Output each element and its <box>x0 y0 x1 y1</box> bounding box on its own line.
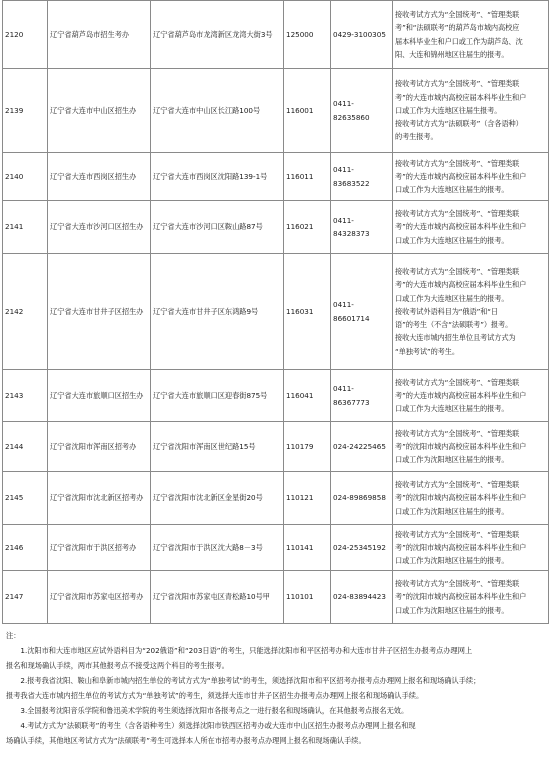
site-name-cell: 辽宁省葫芦岛市招生考办 <box>48 1 151 69</box>
site-code-cell: 2143 <box>3 370 48 422</box>
table-row <box>3 422 549 472</box>
phone-cell: 0411-86367773 <box>331 370 393 422</box>
note-line: 2.报考我省沈阳、鞍山和阜新市城内招生单位的考试方式为“单独考试”的考生，须选择沈阳市和平区招考办报考点办理网上报名和现场确认手续； <box>6 676 481 685</box>
requirement-line: 接收考试方式为“全国统考”、“管理类联 <box>395 377 520 387</box>
requirements-cell <box>393 422 549 472</box>
site-name-cell: 辽宁省沈阳市沈北新区招考办 <box>48 472 151 525</box>
table-row <box>3 69 549 153</box>
site-address-cell: 辽宁省大连市旅顺口区迎春街875号 <box>151 370 284 422</box>
requirement-line: 考”的大连市城内高校应届本科毕业生和户 <box>395 222 527 232</box>
site-address-cell: 辽宁省大连市西岗区沈阳路139-1号 <box>151 153 284 201</box>
requirements-cell <box>393 201 549 254</box>
site-name-cell: 辽宁省大连市旅顺口区招生办 <box>48 370 151 422</box>
notes-section <box>6 628 546 748</box>
postcode-cell: 110101 <box>284 571 331 624</box>
requirements-cell <box>393 571 549 624</box>
table-body <box>3 1 549 624</box>
table-row <box>3 254 549 370</box>
note-line: 场确认手续，其他地区考试方式为“法硕联考”考生可选择本人所在市招考办报考点办理网上报名和现场确认手续。 <box>6 736 366 745</box>
requirement-line: 接收考试方式为“法硕联考”（含各语种） <box>395 119 523 129</box>
notes-heading: 注： <box>6 631 21 640</box>
postcode-cell: 110179 <box>284 422 331 472</box>
requirement-line: 接收考试方式为“全国统考”、“管理类联 <box>395 9 520 19</box>
requirement-line: 届本科毕业生和户口或工作为葫芦岛、沈 <box>395 36 523 46</box>
requirement-line: 口或工作为沈阳地区往届生的报考。 <box>395 605 509 615</box>
requirements-cell <box>393 1 549 69</box>
requirements-cell <box>393 153 549 201</box>
postcode-cell: 116001 <box>284 69 331 153</box>
requirement-line: 口或工作为大连地区往届生的报考。 <box>395 404 509 414</box>
site-name-cell: 辽宁省沈阳市于洪区招考办 <box>48 525 151 571</box>
requirement-line: 的考生报考。 <box>395 132 438 142</box>
requirement-line: 阳、大连和锦州地区往届生的报考。 <box>395 49 509 59</box>
phone-cell: 024-25345192 <box>331 525 393 571</box>
site-name-cell: 辽宁省大连市沙河口区招生办 <box>48 201 151 254</box>
phone-cell: 024-24225465 <box>331 422 393 472</box>
requirements-cell <box>393 370 549 422</box>
requirement-line: 接收考试方式为“全国统考”、“管理类联 <box>395 79 520 89</box>
site-address-cell: 辽宁省大连市甘井子区东鸿路9号 <box>151 254 284 370</box>
requirement-line: 考”的沈阳市城内高校应届本科毕业生和户 <box>395 542 527 552</box>
requirement-line: 考”的沈阳市城内高校应届本科毕业生和户 <box>395 592 527 602</box>
postcode-cell: 116021 <box>284 201 331 254</box>
site-code-cell: 2141 <box>3 201 48 254</box>
postcode-cell: 125000 <box>284 1 331 69</box>
requirement-line: 口或工作为大连地区往届生的报考。 <box>395 185 509 195</box>
requirement-line: 接收考试方式为“全国统考”、“管理类联 <box>395 266 520 276</box>
note-line: 4.考试方式为“法硕联考”的考生（含各语种考生）须选择沈阳市铁西区招考办或大连市中山区招生办报考点办理网上报名和现 <box>6 721 416 730</box>
site-address-cell: 辽宁省大连市沙河口区鞍山路87号 <box>151 201 284 254</box>
site-name-cell: 辽宁省大连市西岗区招生办 <box>48 153 151 201</box>
requirement-line: 接收考试方式为“全国统考”、“管理类联 <box>395 579 520 589</box>
site-address-cell: 辽宁省沈阳市于洪区沈大路8－3号 <box>151 525 284 571</box>
requirement-line: 口或工作为沈阳地区往届生的报考。 <box>395 455 509 465</box>
site-name-cell: 辽宁省大连市甘井子区招生办 <box>48 254 151 370</box>
table-row <box>3 1 549 69</box>
requirements-cell <box>393 472 549 525</box>
table-row <box>3 201 549 254</box>
table-row <box>3 370 549 422</box>
requirements-cell <box>393 69 549 153</box>
postcode-cell: 116011 <box>284 153 331 201</box>
requirement-line: 口或工作为大连地区往届生报考。 <box>395 105 502 115</box>
table-row <box>3 525 549 571</box>
requirement-line: 接收考试外语科目为“俄语”和“日 <box>395 306 499 316</box>
site-address-cell: 辽宁省葫芦岛市龙湾新区龙湾大街3号 <box>151 1 284 69</box>
requirement-line: 考”的沈阳市城内高校应届本科毕业生和户 <box>395 493 527 503</box>
requirement-line: 接收大连市城内招生单位且考试方式为 <box>395 333 516 343</box>
requirement-line: “单独考试”的考生。 <box>395 346 459 356</box>
site-code-cell: 2145 <box>3 472 48 525</box>
site-address-cell: 辽宁省大连市中山区长江路100号 <box>151 69 284 153</box>
postcode-cell: 110141 <box>284 525 331 571</box>
requirement-line: 接收考试方式为“全国统考”、“管理类联 <box>395 480 520 490</box>
postcode-cell: 116041 <box>284 370 331 422</box>
note-line: 1.沈阳市和大连市地区应试外语科目为“202俄语”和“203日语”的考生，只能选择沈阳市和平区招考办和大连市甘井子区招生办报考点办理网上 <box>6 646 473 655</box>
requirement-line: 接收考试方式为“全国统考”、“管理类联 <box>395 209 520 219</box>
requirement-line: 语”的考生（不含“法硕联考”）报考。 <box>395 320 513 330</box>
table-row <box>3 571 549 624</box>
phone-cell: 0411-82635860 <box>331 69 393 153</box>
table-row <box>3 153 549 201</box>
phone-cell: 0411-83683522 <box>331 153 393 201</box>
site-address-cell: 辽宁省沈阳市苏家屯区青松路10号甲 <box>151 571 284 624</box>
postcode-cell: 110121 <box>284 472 331 525</box>
requirement-line: 接收考试方式为“全国统考”、“管理类联 <box>395 158 520 168</box>
site-address-cell: 辽宁省沈阳市浑南区世纪路15号 <box>151 422 284 472</box>
exam-site-table <box>2 0 549 624</box>
phone-cell: 0411-84328373 <box>331 201 393 254</box>
requirement-line: 口或工作为沈阳地区往届生的报考。 <box>395 556 509 566</box>
requirement-line: 考”的大连市城内高校应届本科毕业生和户 <box>395 280 527 290</box>
requirement-line: 考”和“法硕联考”的葫芦岛市城内高校应 <box>395 23 520 33</box>
note-line: 报名和现场确认手续，两市其他报考点不接受这两个科目的考生报考。 <box>6 661 229 670</box>
phone-cell: 0411-86601714 <box>331 254 393 370</box>
phone-cell: 024-83894423 <box>331 571 393 624</box>
site-name-cell: 辽宁省沈阳市浑南区招考办 <box>48 422 151 472</box>
requirements-cell <box>393 254 549 370</box>
requirement-line: 口或工作为沈阳地区往届生的报考。 <box>395 506 509 516</box>
site-code-cell: 2140 <box>3 153 48 201</box>
site-code-cell: 2147 <box>3 571 48 624</box>
site-code-cell: 2139 <box>3 69 48 153</box>
requirement-line: 口或工作为大连地区往届生的报考。 <box>395 235 509 245</box>
requirement-line: 考”的大连市城内高校应届本科毕业生和户 <box>395 171 527 181</box>
postcode-cell: 116031 <box>284 254 331 370</box>
phone-cell: 0429-3100305 <box>331 1 393 69</box>
requirement-line: 接收考试方式为“全国统考”、“管理类联 <box>395 529 520 539</box>
requirement-line: 考”的沈阳市城内高校应届本科毕业生和户 <box>395 441 527 451</box>
requirement-line: 考”的大连市城内高校应届本科毕业生和户 <box>395 390 527 400</box>
note-line: 3.全国报考沈阳音乐学院和鲁迅美术学院的考生须选择沈阳市各报考点之一进行报名和现场确认，在其他报考点报名无效。 <box>6 706 409 715</box>
site-name-cell: 辽宁省大连市中山区招生办 <box>48 69 151 153</box>
site-code-cell: 2142 <box>3 254 48 370</box>
site-code-cell: 2146 <box>3 525 48 571</box>
table-row <box>3 472 549 525</box>
site-code-cell: 2144 <box>3 422 48 472</box>
requirements-cell <box>393 525 549 571</box>
site-code-cell: 2120 <box>3 1 48 69</box>
requirement-line: 考”的大连市城内高校应届本科毕业生和户 <box>395 92 527 102</box>
requirement-line: 口或工作为大连地区往届生的报考。 <box>395 293 509 303</box>
phone-cell: 024-89869858 <box>331 472 393 525</box>
site-name-cell: 辽宁省沈阳市苏家屯区招考办 <box>48 571 151 624</box>
site-address-cell: 辽宁省沈阳市沈北新区金星街20号 <box>151 472 284 525</box>
requirement-line: 接收考试方式为“全国统考”、“管理类联 <box>395 428 520 438</box>
note-line: 报考我省大连市城内招生单位的考试方式为“单独考试”的考生，须选择大连市甘井子区招生办报考点办理网上报名和现场确认手续。 <box>6 691 424 700</box>
